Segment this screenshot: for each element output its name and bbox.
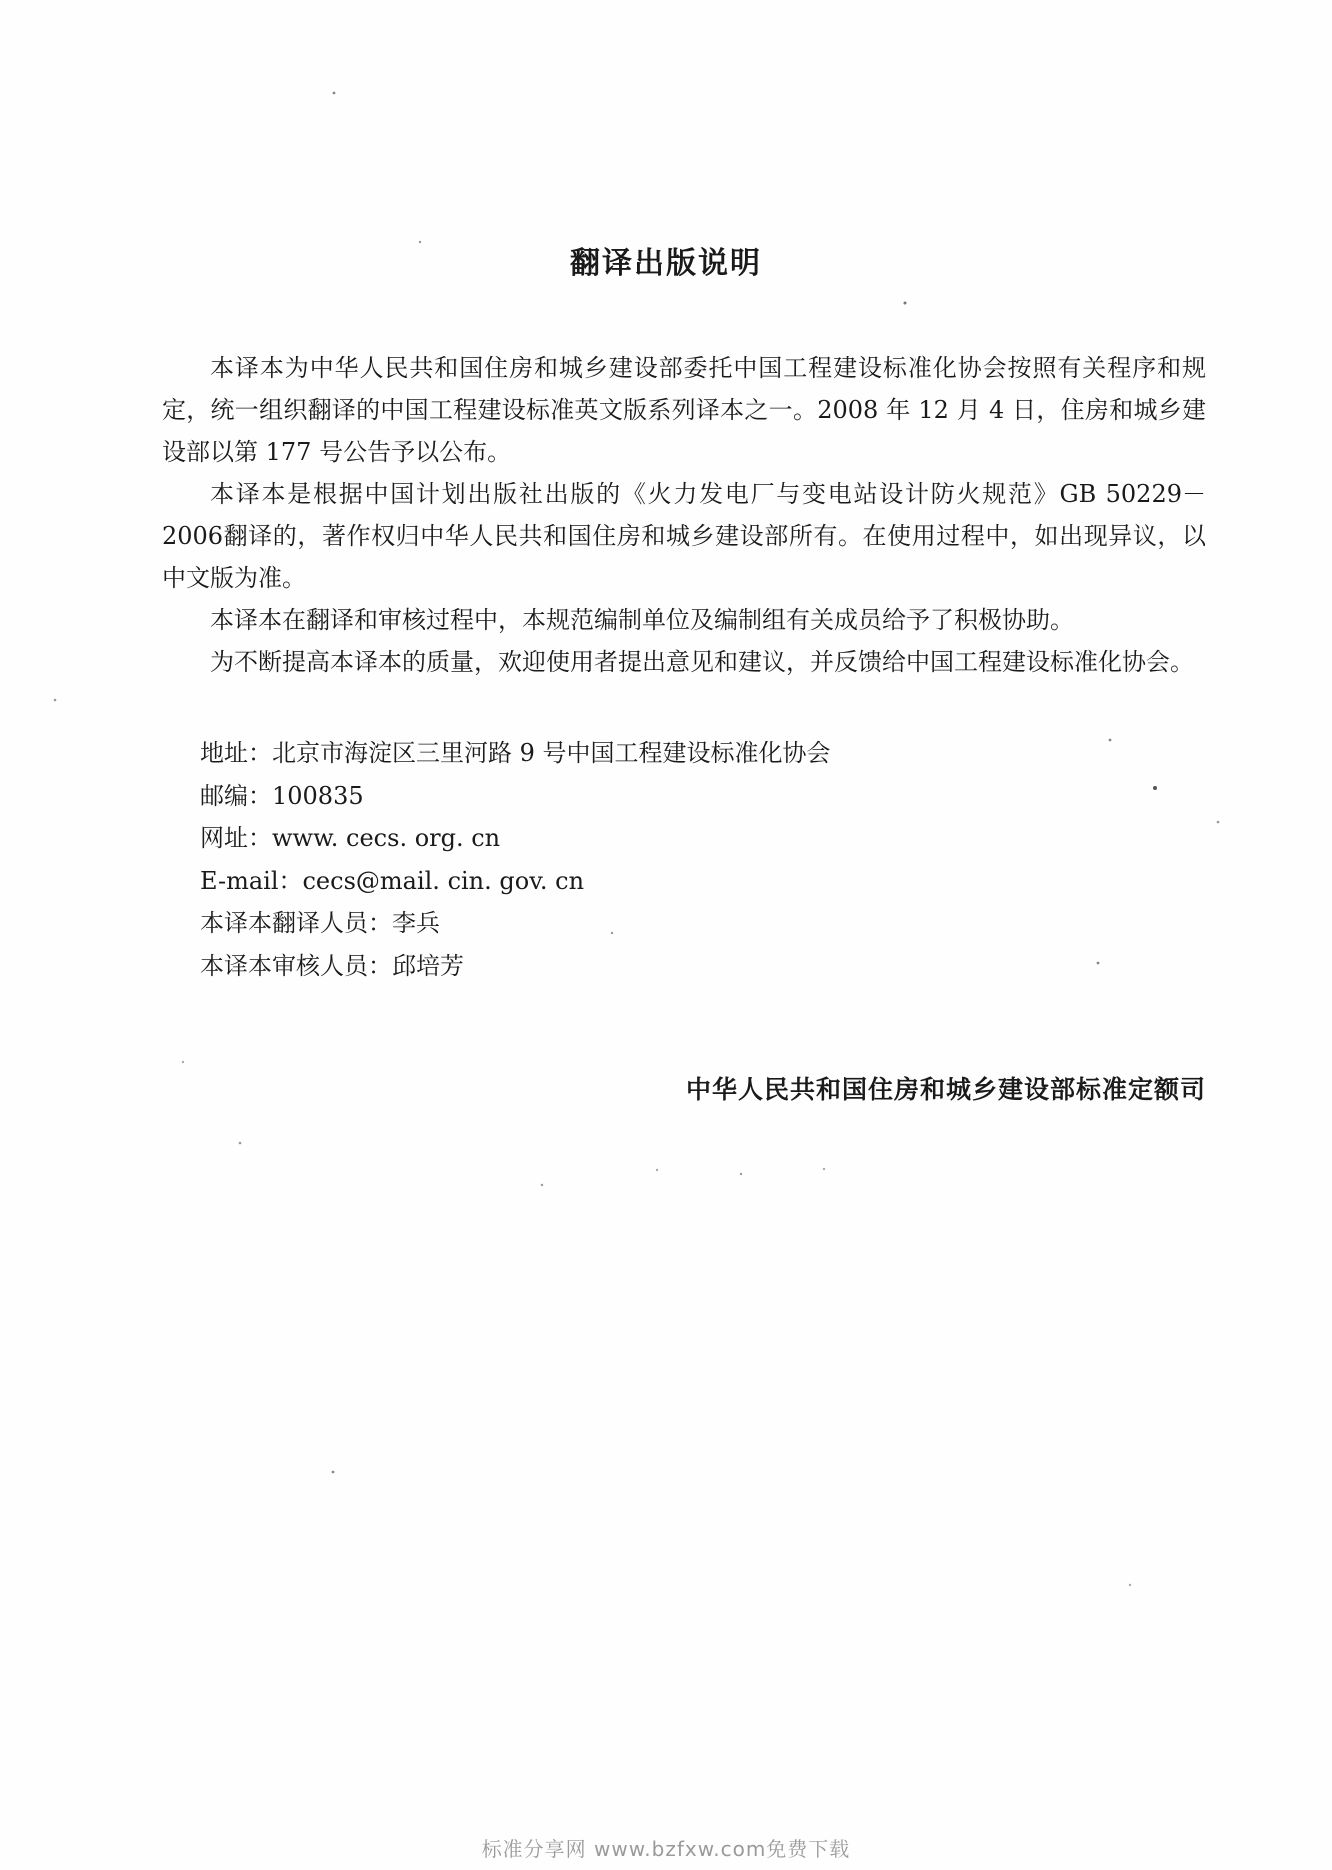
site-watermark: 标准分享网 www.bzfxw.com免费下载 xyxy=(481,1837,851,1861)
paragraph-assistance: 本译本在翻译和审核过程中，本规范编制单位及编制组有关成员给予了积极协助。 xyxy=(210,606,1074,634)
postcode-line: 邮编：100835 xyxy=(200,781,364,810)
address-line: 地址：北京市海淀区三里河路 9 号中国工程建设标准化协会 xyxy=(200,739,831,767)
translator-line: 本译本翻译人员：李兵 xyxy=(200,909,440,937)
paragraph-feedback: 为不断提高本译本的质量，欢迎使用者提出意见和建议，并反馈给中国工程建设标准化协会。 xyxy=(210,648,1194,676)
contact-info xyxy=(200,732,831,987)
document-title: 翻译出版说明 xyxy=(570,246,762,281)
issuer-signature: 中华人民共和国住房和城乡建设部标准定额司 xyxy=(685,1075,1206,1104)
paragraph-source: 本译本是根据中国计划出版社出版的《火力发电厂与变电站设计防火规范》GB 50229－2006翻译的，著作权归中华人民共和国住房和城乡建设部所有。在使用过程中，如出现异议，以中文版为准。 xyxy=(162,480,1206,592)
document-body xyxy=(162,347,1206,683)
email-line: E-mail：cecs@mail. cin. gov. cn xyxy=(200,866,585,895)
website-line: 网址：www. cecs. org. cn xyxy=(200,824,501,852)
reviewer-line: 本译本审核人员：邱培芳 xyxy=(200,951,464,980)
paragraph-intro: 本译本为中华人民共和国住房和城乡建设部委托中国工程建设标准化协会按照有关程序和规定，统一组织翻译的中国工程建设标准英文版系列译本之一。2008 年 12 月 4 日，住房和城乡建设部以第 177 号公告予以公布。 xyxy=(162,354,1206,466)
